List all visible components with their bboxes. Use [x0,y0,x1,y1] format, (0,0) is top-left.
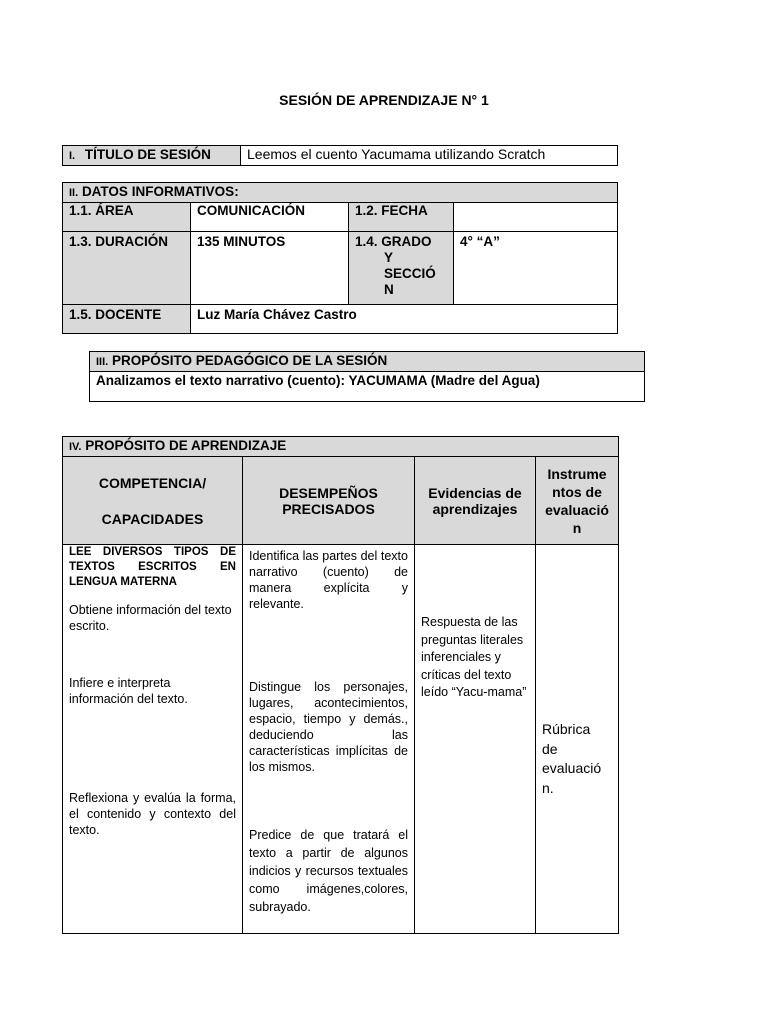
evidencias-value: Respuesta de las preguntas literales inferenciales y críticas del texto leído “Yacu-mama” [421,615,527,699]
instrumentos-header-line: ntos de [552,483,602,500]
proposito-pedagogico-heading [90,352,645,372]
desempenos-header-line: PRECISADOS [282,500,375,517]
competencia-title: LEE DIVERSOS TIPOS DE TEXTOS ESCRITOS EN LENGUA MATERNA [69,546,236,588]
proposito-aprendizaje-title: PROPÓSITO DE APRENDIZAJE [85,438,287,453]
competencia-header [63,457,243,545]
instrumentos-line: n. [542,779,554,796]
instrumentos-line: de [542,740,558,757]
section-roman: IV. [69,441,82,453]
section-roman: III. [96,356,109,368]
docente-value: Luz María Chávez Castro [191,305,618,334]
session-title-table [62,145,618,166]
grado-label-line: Y [384,250,394,265]
duracion-label: 1.3. DURACIÓN [63,232,191,305]
session-title-value: Leemos el cuento Yacumama utilizando Scratch [241,146,618,166]
competencia-header-line: CAPACIDADES [101,510,204,527]
proposito-pedagogico-title: PROPÓSITO PEDAGÓGICO DE LA SESIÓN [112,353,388,368]
capacidad-item: Infiere e interpreta información del texto. [69,676,188,706]
desempeno-item: Distingue los personajes, lugares, acontecimientos, espacio, tiempo y demás., deduciendo las características implícitas de los mismos. [249,680,408,774]
instrumentos-line: Rúbrica [542,721,591,737]
competencia-cell [63,545,243,934]
proposito-aprendizaje-table [62,436,619,934]
evidencias-header-line: Evidencias de [428,484,522,501]
capacidad-item: Reflexiona y evalúa la forma, el contenido y contexto del texto. [69,791,236,837]
desempenos-header-line: DESEMPEÑOS [279,484,378,501]
instrumentos-value [536,720,618,798]
grado-label-line: N [384,282,394,297]
desempeno-item: Predice de que tratará el texto a partir de algunos indicios y recursos textuales como imágenes,colores, subrayado. [249,828,408,914]
datos-informativos-table [62,182,618,334]
evidencias-cell [415,545,536,934]
instrumentos-header [536,457,619,545]
duracion-value: 135 MINUTOS [191,232,349,305]
datos-informativos-title: DATOS INFORMATIVOS: [81,184,239,199]
fecha-value [454,203,618,232]
proposito-pedagogico-table [89,351,645,402]
proposito-pedagogico-value: Analizamos el texto narrativo (cuento): YACUMAMA (Madre del Agua) [90,372,645,402]
capacidad-item: Obtiene información del texto escrito. [69,603,232,633]
proposito-aprendizaje-heading [63,437,619,457]
instrumentos-header-line: Instrume [547,465,607,482]
instrumentos-header-line: n [572,519,582,536]
instrumentos-cell [536,545,619,934]
grado-label [349,232,454,305]
instrumentos-header-line: evaluació [545,501,609,518]
grado-value: 4° “A” [454,232,618,305]
competencia-header-line: COMPETENCIA/ [98,474,207,491]
area-value: COMUNICACIÓN [191,203,349,232]
desempenos-header [243,457,415,545]
datos-informativos-heading [63,183,618,203]
fecha-label: 1.2. FECHA [349,203,454,232]
section-roman: I. [69,150,76,162]
session-title-label: TÍTULO DE SESIÓN [84,147,211,162]
grado-label-line: SECCIÓ [384,266,436,281]
grado-label-line: 1.4. GRADO [355,234,432,249]
instrumentos-line: evaluació [542,760,602,776]
page-title: SESIÓN DE APRENDIZAJE N° 1 [279,92,489,108]
section-roman: II. [69,187,79,199]
session-title-label-cell [63,146,241,166]
desempenos-cell [243,545,415,934]
evidencias-header [415,457,536,545]
docente-label: 1.5. DOCENTE [63,305,191,334]
area-label: 1.1. ÁREA [63,203,191,232]
desempeno-item: Identifica las partes del texto narrativo (cuento) de manera explícita y relevante. [249,549,408,611]
evidencias-header-line: aprendizajes [432,500,518,517]
